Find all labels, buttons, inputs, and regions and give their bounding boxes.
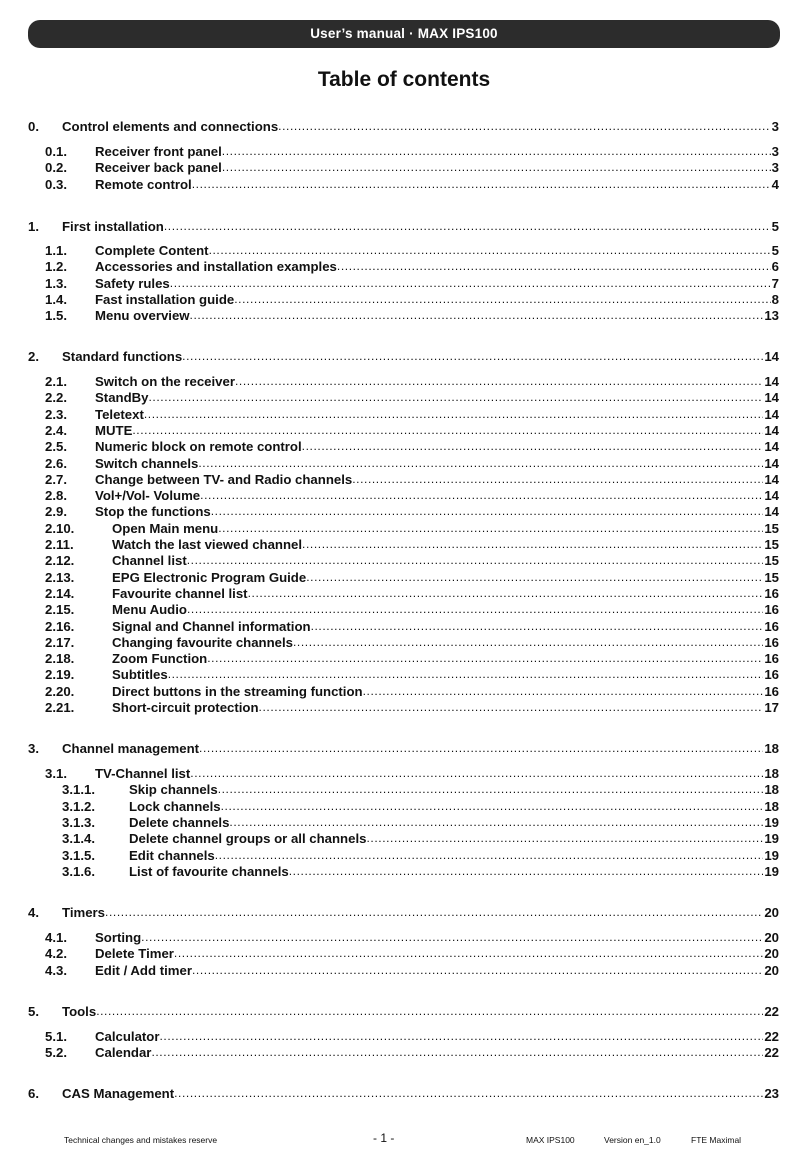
toc-item-page: 14 (764, 422, 779, 438)
dot-leader (211, 503, 764, 520)
toc-item-row[interactable] (28, 487, 779, 504)
toc-item-label: Accessories and installation examples (95, 259, 337, 275)
toc-item-label: List of favourite channels (129, 863, 289, 879)
toc-item-page: 20 (764, 946, 779, 962)
dot-leader (199, 740, 763, 757)
toc-item-row[interactable] (28, 699, 779, 716)
toc-section-number: 5. (28, 1004, 39, 1019)
toc-item-number: 3.1.2. (62, 798, 95, 814)
footer-page-number: - 1 - (373, 1131, 395, 1145)
toc-item-number: 0.1. (45, 144, 67, 159)
toc-item-page: 20 (764, 930, 779, 945)
toc-item-label: Stop the functions (95, 504, 211, 520)
toc-item-page: 16 (764, 634, 779, 650)
toc-item-number: 2.13. (45, 569, 75, 585)
footer-note: Technical changes and mistakes reserve (64, 1135, 218, 1145)
toc-item-row[interactable] (28, 585, 779, 602)
dot-leader (235, 373, 763, 390)
dot-leader (160, 1028, 764, 1045)
footer-version: Version en_1.0 (604, 1135, 661, 1145)
toc-item-page: 16 (764, 683, 779, 699)
dot-leader (182, 348, 763, 365)
toc-item-row[interactable] (28, 847, 779, 864)
toc-item-row[interactable] (28, 258, 779, 275)
toc-item-page: 4 (771, 176, 779, 192)
toc-item-label: Change between TV- and Radio channels (95, 471, 353, 487)
toc-section-label: Control elements and connections (62, 119, 279, 134)
toc-section-number: 0. (28, 119, 39, 134)
dot-leader (229, 814, 763, 831)
toc-section-number: 3. (28, 741, 39, 756)
dot-leader (352, 471, 763, 488)
dot-leader (105, 904, 763, 921)
toc-item-page: 16 (764, 585, 779, 601)
toc-item-row[interactable] (28, 536, 779, 553)
toc-item-label: Complete Content (95, 243, 209, 258)
dot-leader (164, 218, 771, 235)
dot-leader (221, 798, 764, 815)
toc-item-label: Calculator (95, 1029, 160, 1044)
toc-item-number: 2.17. (45, 634, 75, 650)
toc-item-page: 15 (764, 569, 779, 585)
toc-item-number: 1.4. (45, 291, 67, 307)
toc-item-row[interactable] (28, 438, 779, 455)
toc-section-label: Standard functions (62, 349, 183, 364)
dot-leader (215, 847, 764, 864)
toc-item-page: 22 (764, 1029, 779, 1044)
toc-item-number: 3.1. (45, 766, 67, 781)
toc-section-number: 4. (28, 905, 39, 920)
dot-leader (141, 929, 763, 946)
toc-item-page: 22 (764, 1045, 779, 1061)
toc-item-label: Sorting (95, 930, 142, 945)
dot-leader (218, 781, 764, 798)
toc-item-number: 2.8. (45, 488, 67, 504)
toc-item-number: 2.2. (45, 390, 67, 406)
toc-item-number: 2.16. (45, 618, 75, 634)
toc-item-label: Delete channels (129, 814, 230, 830)
dot-leader (311, 618, 764, 635)
dot-leader (302, 438, 764, 455)
toc-item-row[interactable] (28, 143, 779, 160)
toc-item-page: 17 (764, 700, 779, 715)
toc-item-label: Favourite channel list (112, 585, 248, 601)
toc-section-label: First installation (62, 219, 164, 234)
dot-leader (144, 406, 763, 423)
footer-model: MAX IPS100 (526, 1135, 575, 1145)
toc-item-label: Switch channels (95, 455, 199, 471)
toc-section-page: 20 (764, 905, 779, 920)
toc-item-row[interactable] (28, 650, 779, 667)
toc-item-page: 19 (764, 814, 779, 830)
toc-item-page: 13 (764, 308, 779, 324)
toc-item-label: Edit / Add timer (95, 962, 192, 978)
toc-item-row[interactable] (28, 765, 779, 782)
toc-item-label: Channel list (112, 553, 187, 569)
dot-leader (190, 307, 764, 324)
toc-item-row[interactable] (28, 814, 779, 831)
toc-item-row[interactable] (28, 569, 779, 586)
toc-item-number: 2.9. (45, 504, 67, 520)
toc-section-row[interactable] (28, 1003, 779, 1020)
dot-leader (187, 552, 764, 569)
toc-item-row[interactable] (28, 406, 779, 423)
toc-item-row[interactable] (28, 176, 779, 193)
dot-leader (200, 487, 763, 504)
toc-item-label: Calendar (95, 1045, 152, 1061)
toc-section-number: 6. (28, 1086, 39, 1101)
toc-item-row[interactable] (28, 503, 779, 520)
toc-item-number: 2.7. (45, 471, 67, 487)
toc-item-number: 3.1.6. (62, 863, 95, 879)
toc-section-row[interactable] (28, 218, 779, 235)
toc-item-page: 14 (764, 455, 779, 471)
toc-section-label: CAS Management (62, 1086, 175, 1101)
toc-item-row[interactable] (28, 373, 779, 390)
dot-leader (198, 455, 763, 472)
toc-item-label: Short-circuit protection (112, 700, 259, 715)
toc-item-label: EPG Electronic Program Guide (112, 569, 307, 585)
dot-leader (293, 634, 763, 651)
toc-item-row[interactable] (28, 1028, 779, 1045)
toc-section-label: Channel management (62, 741, 200, 756)
toc-item-number: 1.5. (45, 308, 67, 324)
toc-item-number: 3.1.1. (62, 782, 95, 798)
toc-item-page: 14 (764, 471, 779, 487)
toc-item-row[interactable] (28, 159, 779, 176)
toc-section-number: 2. (28, 349, 39, 364)
toc-item-page: 6 (771, 259, 779, 275)
toc-item-row[interactable] (28, 863, 779, 880)
toc-item-label: MUTE (95, 422, 133, 438)
dot-leader (234, 291, 770, 308)
toc-item-number: 3.1.5. (62, 847, 95, 863)
toc-item-number: 2.18. (45, 651, 75, 667)
toc-item-row[interactable] (28, 275, 779, 292)
toc-item-label: Delete channel groups or all channels (129, 831, 367, 847)
toc-item-label: Safety rules (95, 275, 170, 291)
dot-leader (209, 242, 771, 259)
toc-item-label: Remote control (95, 176, 192, 192)
toc-item-number: 2.19. (45, 667, 75, 683)
toc-section-label: Timers (62, 905, 106, 920)
toc-item-number: 1.2. (45, 259, 67, 275)
toc-item-page: 14 (764, 504, 779, 520)
dot-leader (306, 569, 763, 586)
dot-leader (207, 650, 763, 667)
toc-section-row[interactable] (28, 904, 779, 921)
toc-item-page: 15 (764, 553, 779, 569)
dot-leader (192, 176, 771, 193)
toc-item-row[interactable] (28, 601, 779, 618)
dot-leader (170, 275, 771, 292)
toc-item-number: 0.2. (45, 160, 67, 176)
toc-item-page: 15 (764, 537, 779, 552)
toc-section-page: 5 (771, 219, 779, 234)
dot-leader (132, 422, 763, 439)
toc-item-row[interactable] (28, 683, 779, 700)
toc-item-number: 4.2. (45, 946, 67, 962)
dot-leader (259, 699, 764, 716)
toc-item-number: 2.21. (45, 700, 75, 715)
toc-item-label: Skip channels (129, 782, 218, 798)
dot-leader (278, 118, 770, 135)
dot-leader (302, 536, 763, 553)
toc-item-row[interactable] (28, 945, 779, 962)
toc-item-page: 3 (771, 144, 779, 159)
toc-item-page: 14 (764, 406, 779, 422)
toc-item-page: 15 (764, 520, 779, 536)
toc-item-number: 2.5. (45, 439, 67, 455)
toc-item-number: 4.3. (45, 962, 67, 978)
toc-item-number: 5.1. (45, 1029, 67, 1044)
toc-item-number: 2.14. (45, 585, 75, 601)
header-title: User’s manual · MAX IPS100 (310, 26, 498, 41)
toc-item-label: Zoom Function (112, 651, 208, 667)
toc-item-row[interactable] (28, 307, 779, 324)
dot-leader (366, 830, 763, 847)
toc-item-label: Menu Audio (112, 602, 187, 618)
toc-item-page: 18 (764, 782, 779, 798)
toc-item-label: Lock channels (129, 798, 221, 814)
toc-item-page: 18 (764, 798, 779, 814)
toc-item-page: 16 (764, 602, 779, 618)
dot-leader (337, 258, 771, 275)
toc-item-page: 14 (764, 390, 779, 406)
dot-leader (174, 945, 763, 962)
toc-item-label: Numeric block on remote control (95, 439, 302, 455)
dot-leader (151, 1044, 763, 1061)
toc-item-page: 16 (764, 667, 779, 683)
toc-section-page: 23 (764, 1086, 779, 1101)
toc-item-page: 19 (764, 831, 779, 847)
toc-item-row[interactable] (28, 929, 779, 946)
toc-item-page: 14 (764, 374, 779, 389)
toc-item-row[interactable] (28, 634, 779, 651)
toc-item-page: 18 (764, 766, 779, 781)
toc-item-page: 7 (771, 275, 779, 291)
page-title: Table of contents (317, 68, 491, 91)
dot-leader (168, 666, 764, 683)
toc-item-label: Vol+/Vol- Volume (95, 488, 201, 504)
toc-item-number: 3.1.3. (62, 814, 95, 830)
toc-item-row[interactable] (28, 471, 779, 488)
toc-item-number: 2.10. (45, 520, 75, 536)
toc-item-number: 2.1. (45, 374, 67, 389)
toc-item-number: 1.3. (45, 275, 67, 291)
toc-section-row[interactable] (28, 1085, 779, 1102)
header-bar (28, 20, 780, 48)
toc-item-number: 5.2. (45, 1045, 67, 1061)
toc-section-label: Tools (62, 1004, 97, 1019)
dot-leader (149, 389, 764, 406)
toc-item-page: 14 (764, 439, 779, 455)
toc-item-label: Changing favourite channels (112, 634, 293, 650)
toc-item-label: Watch the last viewed channel (112, 537, 303, 552)
toc-item-number: 4.1. (45, 930, 67, 945)
toc-item-label: Switch on the receiver (95, 374, 235, 389)
toc-item-label: Receiver back panel (95, 160, 222, 176)
toc-item-page: 16 (764, 618, 779, 634)
toc-item-row[interactable] (28, 1044, 779, 1061)
dot-leader (222, 159, 771, 176)
dot-leader (289, 863, 764, 880)
toc-item-page: 3 (771, 160, 779, 176)
toc-item-row[interactable] (28, 242, 779, 259)
dot-leader (222, 143, 771, 160)
toc-item-label: Fast installation guide (95, 291, 235, 307)
toc-item-label: Delete Timer (95, 946, 174, 962)
toc-item-label: Teletext (95, 406, 144, 422)
toc-item-row[interactable] (28, 552, 779, 569)
toc-item-page: 14 (764, 488, 779, 504)
toc-item-row[interactable] (28, 962, 779, 979)
toc-item-page: 16 (764, 651, 779, 667)
dot-leader (192, 962, 763, 979)
footer-company: FTE Maximal (691, 1135, 742, 1145)
toc-item-number: 2.12. (45, 553, 75, 569)
toc-item-row[interactable] (28, 618, 779, 635)
toc-item-number: 2.6. (45, 455, 67, 471)
toc-item-label: Open Main menu (112, 520, 219, 536)
toc-item-label: Signal and Channel information (112, 618, 311, 634)
toc-item-number: 2.3. (45, 406, 67, 422)
dot-leader (96, 1003, 763, 1020)
toc-section-row[interactable] (28, 740, 779, 757)
toc-item-row[interactable] (28, 666, 779, 683)
toc-item-page: 19 (764, 863, 779, 879)
toc-item-page: 19 (764, 847, 779, 863)
toc-section-number: 1. (28, 219, 39, 234)
toc-item-number: 1.1. (45, 243, 67, 258)
toc-item-row[interactable] (28, 781, 779, 798)
toc-item-row[interactable] (28, 455, 779, 472)
toc-item-page: 8 (771, 291, 779, 307)
toc-item-label: Receiver front panel (95, 144, 222, 159)
toc-item-label: Subtitles (112, 667, 168, 683)
toc-item-number: 3.1.4. (62, 831, 95, 847)
dot-leader (218, 520, 763, 537)
toc-item-label: StandBy (95, 390, 149, 406)
toc-item-row[interactable] (28, 291, 779, 308)
toc-item-label: TV-Channel list (95, 766, 191, 781)
toc-item-row[interactable] (28, 798, 779, 815)
toc-item-number: 2.15. (45, 602, 75, 618)
dot-leader (190, 765, 763, 782)
toc-item-number: 0.3. (45, 176, 67, 192)
toc-item-number: 2.11. (45, 537, 74, 552)
toc-item-label: Menu overview (95, 308, 190, 324)
toc-section-row[interactable] (28, 348, 779, 365)
toc-section-row[interactable] (28, 118, 779, 135)
toc-item-page: 5 (771, 243, 779, 258)
toc-item-row[interactable] (28, 422, 779, 439)
toc-item-number: 2.4. (45, 422, 67, 438)
dot-leader (363, 683, 764, 700)
toc-item-label: Direct buttons in the streaming function (112, 683, 363, 699)
toc-section-page: 3 (771, 119, 779, 134)
toc-section-page: 14 (764, 349, 779, 364)
dot-leader (248, 585, 764, 602)
dot-leader (187, 601, 763, 618)
toc-item-number: 2.20. (45, 683, 75, 699)
toc-section-page: 18 (764, 741, 779, 756)
dot-leader (174, 1085, 763, 1102)
toc-item-row[interactable] (28, 389, 779, 406)
toc-section-page: 22 (764, 1004, 779, 1019)
toc-item-page: 20 (764, 962, 779, 978)
toc-item-row[interactable] (28, 520, 779, 537)
toc-item-label: Edit channels (129, 847, 215, 863)
toc-item-row[interactable] (28, 830, 779, 847)
